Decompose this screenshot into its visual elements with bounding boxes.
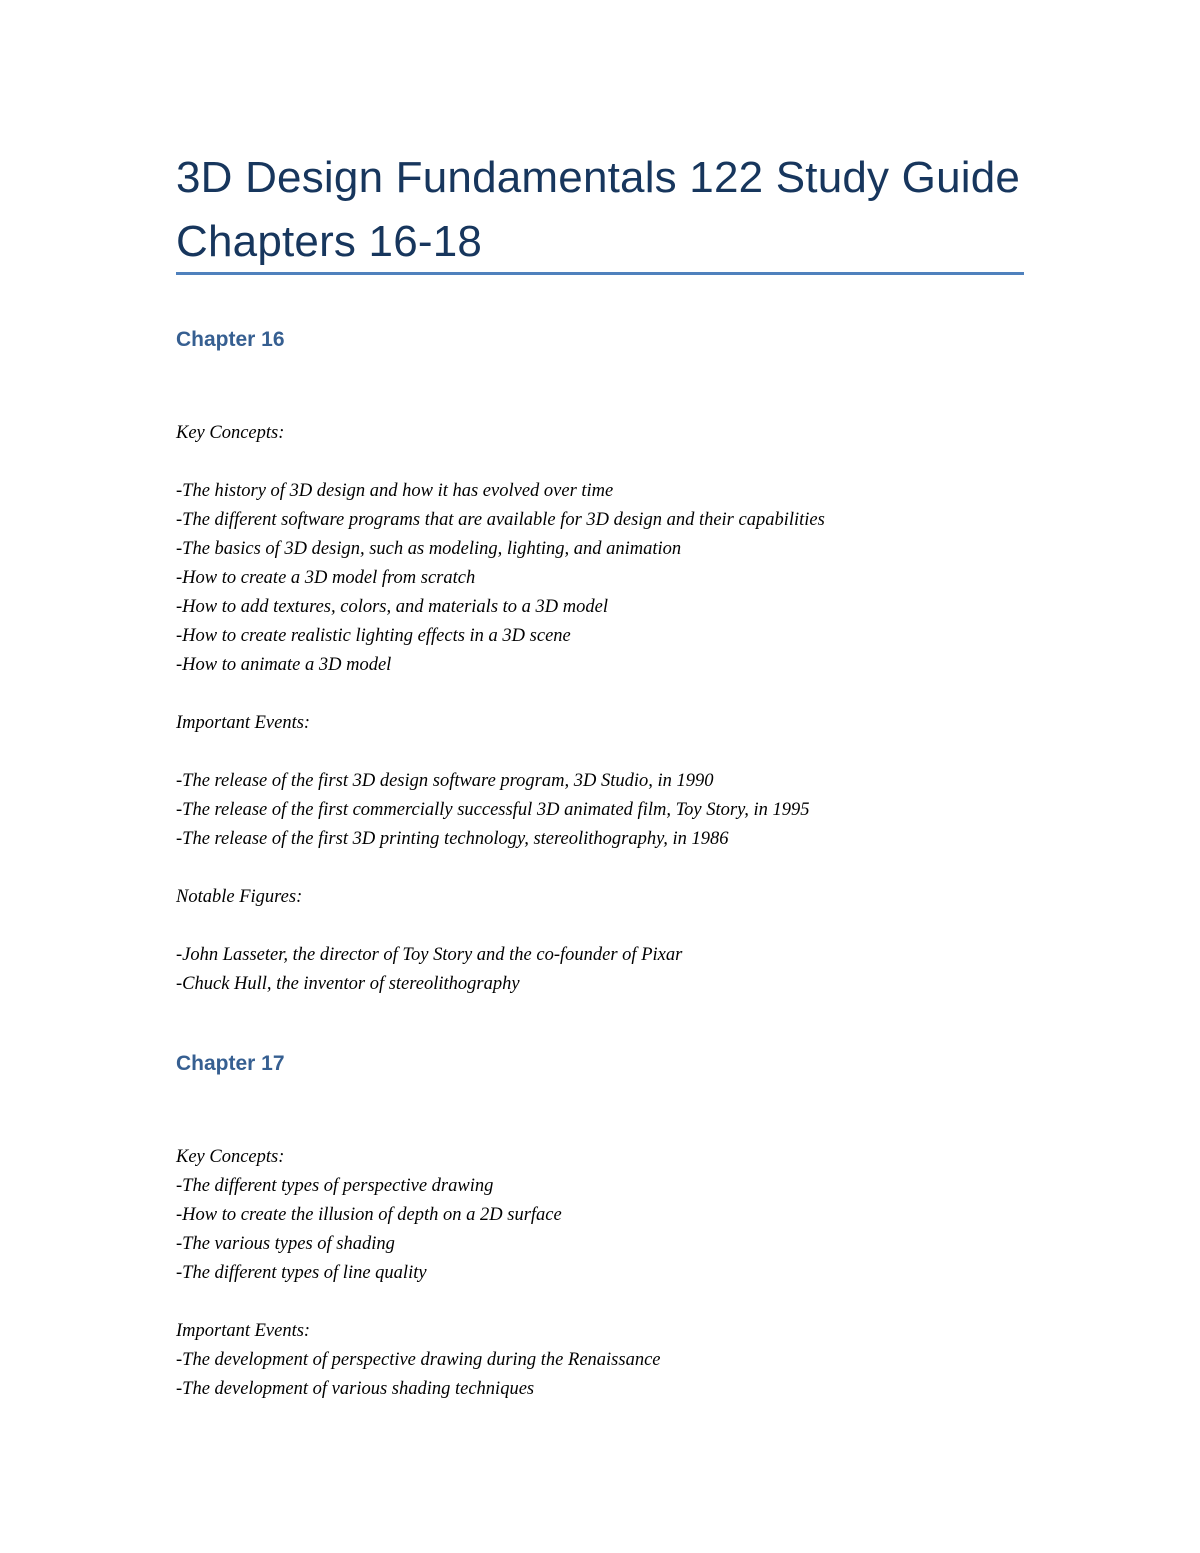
document-title: 3D Design Fundamentals 122 Study Guide Chapters 16-18 xyxy=(176,153,1021,266)
chapter-17-key-concept: -The different types of line quality xyxy=(176,1263,427,1283)
chapter-16-figures-label: Notable Figures: xyxy=(176,887,303,907)
chapter-16-key-concept: -How to create realistic lighting effects in a 3D scene xyxy=(176,626,571,646)
chapter-16-key-concept: -The history of 3D design and how it has evolved over time xyxy=(176,481,614,501)
chapter-17-events-label: Important Events: xyxy=(176,1321,311,1341)
chapter-16-key-concept: -The different software programs that are available for 3D design and their capabilities xyxy=(176,510,825,530)
chapter-17-event: -The development of perspective drawing during the Renaissance xyxy=(176,1350,661,1370)
chapter-17-event: -The development of various shading techniques xyxy=(176,1379,535,1399)
chapter-16-figure: -Chuck Hull, the inventor of stereolithography xyxy=(176,974,520,994)
chapter-16-heading: Chapter 16 xyxy=(176,328,285,351)
chapter-16-key-concept: -The basics of 3D design, such as modeling, lighting, and animation xyxy=(176,539,682,559)
chapter-16-key-concept: -How to create a 3D model from scratch xyxy=(176,568,476,588)
title-divider xyxy=(176,272,1024,275)
chapter-17-key-concept: -How to create the illusion of depth on a 2D surface xyxy=(176,1205,562,1225)
chapter-17-heading: Chapter 17 xyxy=(176,1052,285,1075)
chapter-16-event: -The release of the first 3D printing technology, stereolithography, in 1986 xyxy=(176,829,729,849)
chapter-16-events-label: Important Events: xyxy=(176,713,311,733)
chapter-17-key-concepts-label: Key Concepts: xyxy=(176,1147,285,1167)
chapter-17-key-concept: -The various types of shading xyxy=(176,1234,395,1254)
chapter-16-figure: -John Lasseter, the director of Toy Story and the co-founder of Pixar xyxy=(176,945,683,965)
chapter-16-key-concepts-label: Key Concepts: xyxy=(176,423,285,443)
chapter-16-key-concept: -How to add textures, colors, and materials to a 3D model xyxy=(176,597,608,617)
chapter-17-key-concept: -The different types of perspective drawing xyxy=(176,1176,494,1196)
chapter-16-key-concept: -How to animate a 3D model xyxy=(176,655,392,675)
chapter-16-event: -The release of the first 3D design software program, 3D Studio, in 1990 xyxy=(176,771,714,791)
chapter-16-event: -The release of the first commercially successful 3D animated film, Toy Story, in 1995 xyxy=(176,800,810,820)
